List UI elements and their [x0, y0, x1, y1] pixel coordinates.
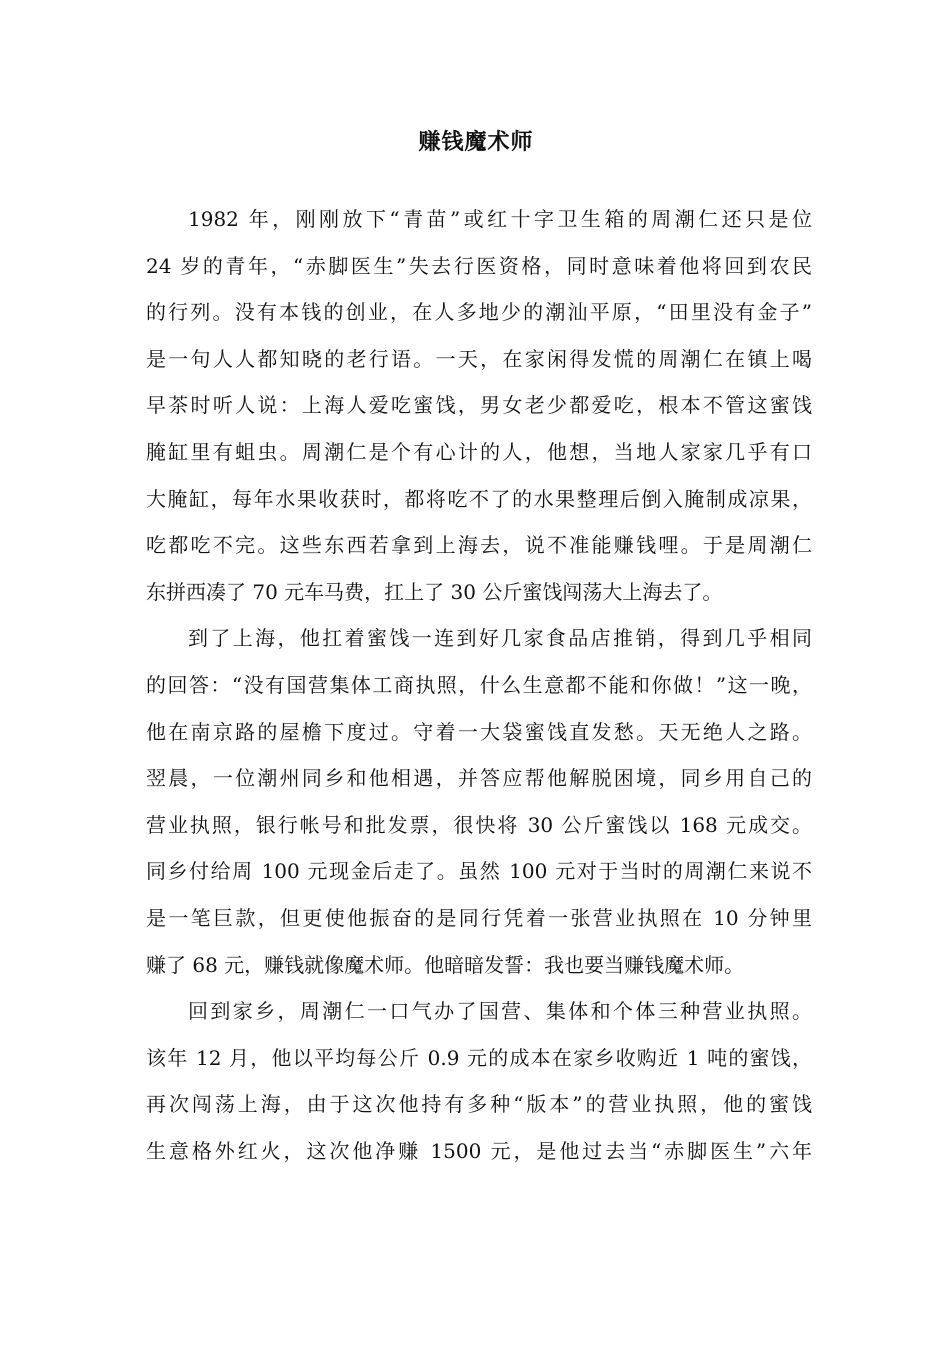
text-line: 再次闯荡上海，由于这次他持有多种“版本”的营业执照，他的蜜饯: [146, 1092, 812, 1117]
text-line: 翌晨，一位潮州同乡和他相遇，并答应帮他解脱困境，同乡用自己的: [146, 766, 812, 791]
text-line: 的行列。没有本钱的创业，在人多地少的潮汕平原，“田里没有金子”: [146, 300, 812, 325]
text-line: 营业执照，银行帐号和批发票，很快将 30 公斤蜜饯以 168 元成交。: [146, 812, 812, 837]
document-title: 赚钱魔术师: [418, 129, 534, 155]
text-line: 吃都吃不完。这些东西若拿到上海去，说不准能赚钱哩。于是周潮仁: [146, 533, 812, 558]
document-body: [146, 196, 812, 1174]
text-line: 是一句人人都知晓的老行语。一天，在家闲得发慌的周潮仁在镇上喝: [146, 346, 812, 371]
text-line: 到了上海，他扛着蜜饯一连到好几家食品店推销，得到几乎相同: [188, 626, 812, 651]
text-line: 大腌缸，每年水果收获时，都将吃不了的水果整理后倒入腌制成凉果，: [146, 486, 812, 511]
text-line: 的回答：“没有国营集体工商执照，什么生意都不能和你做！”这一晚，: [146, 672, 812, 697]
text-line: 24 岁的青年，“赤脚医生”失去行医资格，同时意味着他将回到农民: [146, 253, 812, 278]
text-line: 同乡付给周 100 元现金后走了。虽然 100 元对于当时的周潮仁来说不: [146, 859, 812, 884]
text-line: 赚了 68 元，赚钱就像魔术师。他暗暗发誓：我也要当赚钱魔术师。: [146, 952, 745, 977]
text-line: 早茶时听人说：上海人爱吃蜜饯，男女老少都爱吃，根本不管这蜜饯: [146, 393, 812, 418]
text-line: 生意格外红火，这次他净赚 1500 元，是他过去当“赤脚医生”六年: [146, 1138, 812, 1163]
text-line: 东拼西凑了 70 元车马费，扛上了 30 公斤蜜饯闯荡大上海去了。: [146, 579, 723, 604]
text-line: 他在南京路的屋檐下度过。守着一大袋蜜饯直发愁。天无绝人之路。: [146, 719, 812, 744]
text-line: 1982 年，刚刚放下“青苗”或红十字卫生箱的周潮仁还只是位: [188, 207, 812, 231]
text-line: 是一笔巨款，但更使他振奋的是同行凭着一张营业执照在 10 分钟里: [146, 905, 812, 930]
text-line: 腌缸里有蛆虫。周潮仁是个有心计的人，他想，当地人家家几乎有口: [146, 439, 812, 464]
text-line: 该年 12 月，他以平均每公斤 0.9 元的成本在家乡收购近 1 吨的蜜饯，: [146, 1045, 812, 1070]
text-line: 回到家乡，周潮仁一口气办了国营、集体和个体三种营业执照。: [188, 999, 812, 1024]
